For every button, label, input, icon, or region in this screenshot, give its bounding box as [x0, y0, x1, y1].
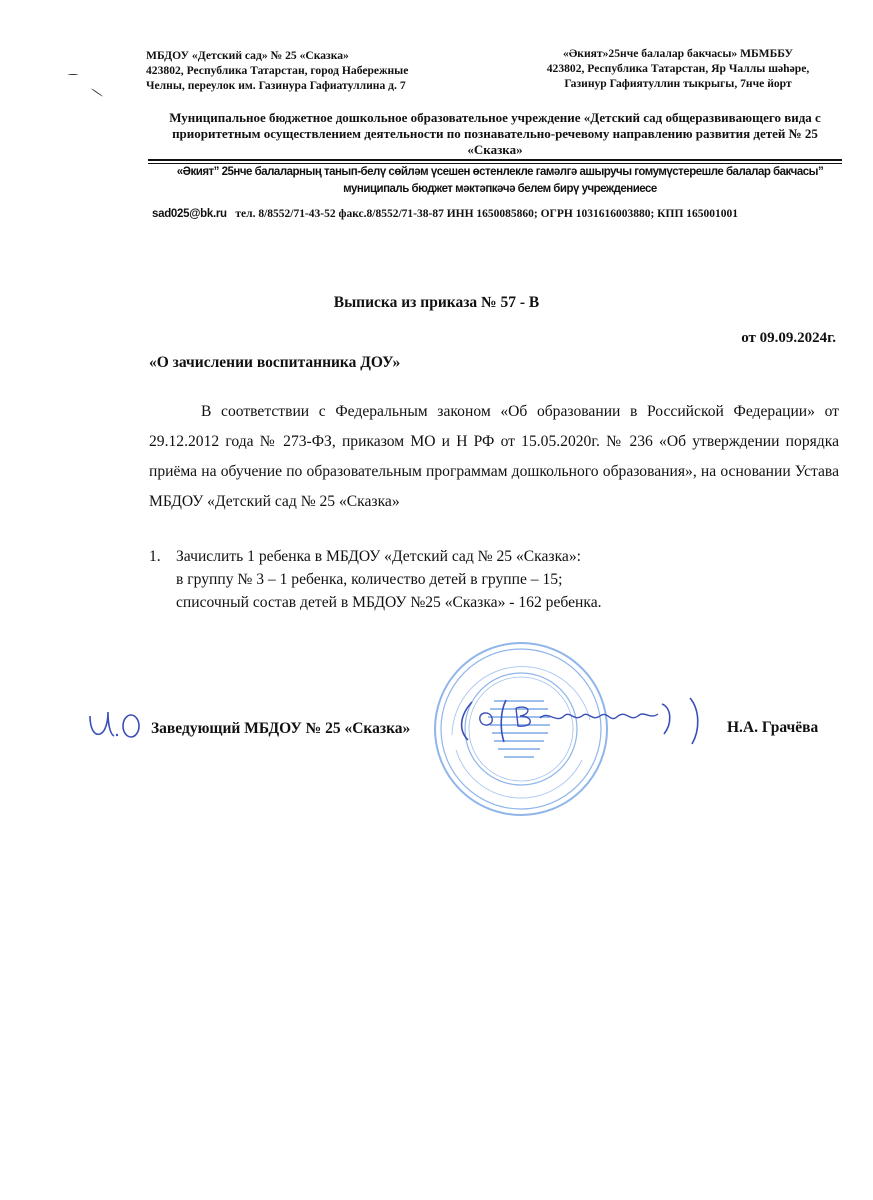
header-left-line-2: 423802, Республика Татарстан, город Набережные — [146, 64, 409, 77]
header-right-line-2: 423802, Республика Татарстан, Яр Чаллы шәһәре, — [546, 62, 810, 75]
organization-name: Муниципальное бюджетное дошкольное образовательное учреждение «Детский сад общеразвивающего вида с приоритетным осуществлением деятельности по познавательно-речевому направлению развития детей № 25 «Сказка» — [169, 110, 821, 157]
contacts-line — [152, 207, 852, 222]
signatory-name: Н.А. Грачёва — [727, 719, 819, 736]
header-left-block — [146, 48, 408, 93]
scan-artifact — [68, 74, 78, 75]
document-title: Выписка из приказа № 57 - В — [333, 294, 540, 311]
document-date: от 09.09.2024г. — [741, 330, 836, 346]
list-line-3: списочный состав детей в МБДОУ №25 «Сказка» - 162 ребенка. — [176, 594, 602, 611]
body-paragraph: В соответствии с Федеральным законом «Об образовании в Российской Федерации» от 29.12.2012 года № 273-ФЗ, приказом МО и Н РФ от 15.05.2020г. № 236 «Об утверждении порядка приёма на обучение по образовательным программам дошкольного образования», на основании Устава МБДОУ «Детский сад № 25 «Сказка» — [149, 403, 839, 510]
email-text: sad025@bk.ru — [152, 208, 227, 220]
header-left-line-1: МБДОУ «Детский сад» № 25 «Сказка» — [146, 49, 349, 62]
order-list — [149, 545, 839, 614]
scan-artifact — [91, 88, 103, 97]
document-subject: «О зачислении воспитанника ДОУ» — [149, 354, 401, 371]
header-left-line-3: Челны, переулок им. Газинура Гафиатуллина д. 7 — [146, 79, 406, 92]
signatory-role: Заведующий МБДОУ № 25 «Сказка» — [151, 720, 411, 737]
list-line-2: в группу № 3 – 1 ребенка, количество детей в группе – 15; — [176, 571, 563, 588]
handwritten-io-note — [86, 706, 146, 746]
header-divider — [148, 159, 842, 161]
list-line-1: Зачислить 1 ребенка в МБДОУ «Детский сад № 25 «Сказка»: — [176, 548, 581, 565]
list-number: 1. — [149, 548, 161, 565]
organization-name-tatar: «Әкият” 25нче балаларның танып-белү сөйләм үсешен өстенлекле гамәлгә ашыручы гомумүстерешле балалар бакчасы” муниципаль бюджет мәктәпкәчә белем бирү учреждениесе — [176, 166, 824, 195]
header-right-block — [518, 46, 838, 91]
contacts-details: тел. 8/8552/71-43-52 факс.8/8552/71-38-87 ИНН 1650085860; ОГРН 1031616003880; КПП 165001001 — [235, 208, 739, 220]
header-right-line-3: Газинур Гафиятуллин тыкрыгы, 7нче йорт — [564, 77, 792, 90]
document-body — [149, 397, 839, 517]
header-right-line-1: «Әкият»25нче балалар бакчасы» МБМББУ — [562, 47, 794, 60]
handwritten-signature — [440, 690, 720, 750]
